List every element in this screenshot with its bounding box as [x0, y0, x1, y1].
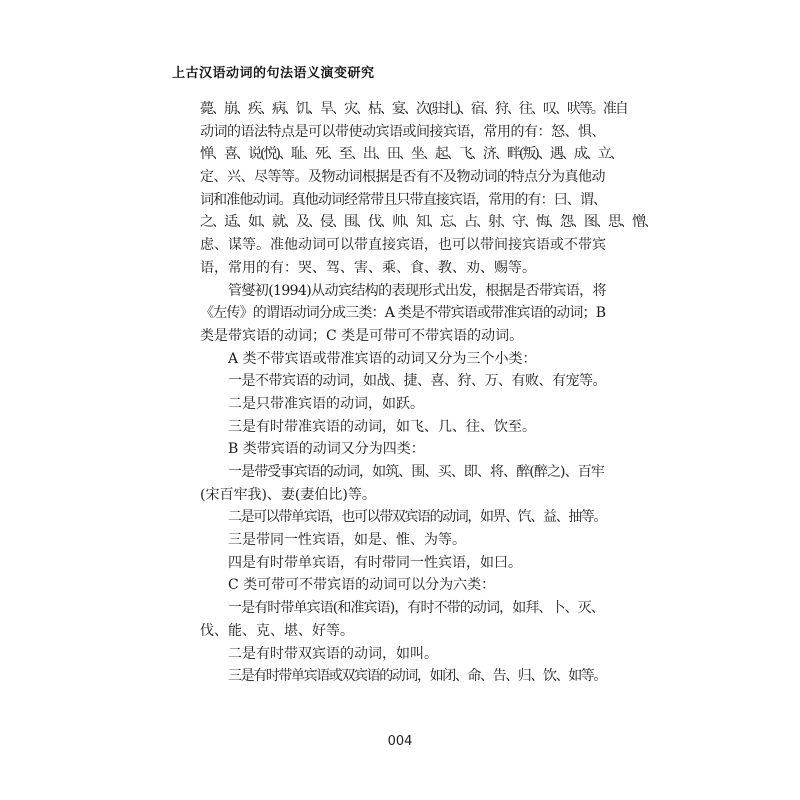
- text-line: A 类不带宾语或带准宾语的动词又分为三个小类：: [228, 350, 537, 367]
- text-line: 类是带宾语的动词；C 类是可带可不带宾语的动词。: [200, 327, 524, 344]
- text-line: 语，常用的有：哭、驾、害、乘、食、教、劝、赐等。: [200, 259, 536, 276]
- text-line: 词和准他动词。真他动词经常带且只带直接宾语，常用的有：曰、谓、: [200, 191, 607, 208]
- text-line: 伐、能、克、堪、好等。: [200, 622, 354, 639]
- text-line: 之、适、如、就、及、侵、围、伐、帅、知、忘、占、射、守、悔、怨、图、思、憎、: [200, 214, 656, 231]
- text-line: 三是有时带准宾语的动词，如飞、几、往、饮至。: [228, 418, 536, 435]
- text-line: 管燮初(1994)从动宾结构的表现形式出发，根据是否带宾语，将: [228, 282, 606, 299]
- text-line: B 类带宾语的动词又分为四类：: [228, 441, 425, 458]
- running-header-title: 上古汉语动词的句法语义演变研究: [172, 66, 375, 81]
- text-line: 二是只带准宾语的动词，如跃。: [228, 395, 424, 412]
- text-line: 二是有时带双宾语的动词，如叫。: [228, 645, 438, 662]
- text-line: 动词的语法特点是可以带使动宾语或间接宾语，常用的有：怒、惧、: [200, 123, 605, 140]
- text-line: 惮、喜、说(悦)、耻、死、至、出、田、坐、起、飞、济、畔(叛)、遇、成、立、: [200, 146, 622, 163]
- text-line: 定、兴、尽等等。及物动词根据是否有不及物动词的特点分为真他动: [200, 169, 605, 186]
- text-line: 二是可以带单宾语，也可以带双宾语的动词，如畀、饩、益、抽等。: [228, 509, 606, 526]
- body-text: [200, 98, 656, 688]
- text-line: 一是带受事宾语的动词，如筑、围、买、即、将、醉(醉之)、百牢: [228, 464, 604, 480]
- text-line: 三是带同一性宾语，如是、惟、为等。: [228, 532, 466, 549]
- text-line: 薨、崩、疾、病、饥、旱、灾、枯、宴、次(驻扎)、宿、狩、往、叹、吠等。准自: [200, 101, 627, 117]
- text-line: 一是不带宾语的动词，如战、捷、喜、狩、万、有败、有宠等。: [228, 373, 606, 390]
- text-line: 一是有时带单宾语(和准宾语)，有时不带的动词，如拜、卜、灭、: [228, 600, 604, 617]
- page-number: 004: [387, 734, 413, 749]
- text-line: C 类可带可不带宾语的动词可以分为六类：: [228, 577, 496, 594]
- text-line: (宋百牢我)、妻(妻伯比)等。: [200, 486, 376, 503]
- text-line: 《左传》的谓语动词分成三类：A 类是不带宾语或带准宾语的动词；B: [200, 305, 606, 322]
- text-line: 四是有时带单宾语，有时带同一性宾语，如曰。: [228, 554, 522, 571]
- text-line: 三是有时带单宾语或双宾语的动词，如闭、命、告、归、饮、如等。: [228, 668, 606, 685]
- text-line: 虑、谋等。准他动词可以带直接宾语，也可以带间接宾语或不带宾: [200, 237, 606, 254]
